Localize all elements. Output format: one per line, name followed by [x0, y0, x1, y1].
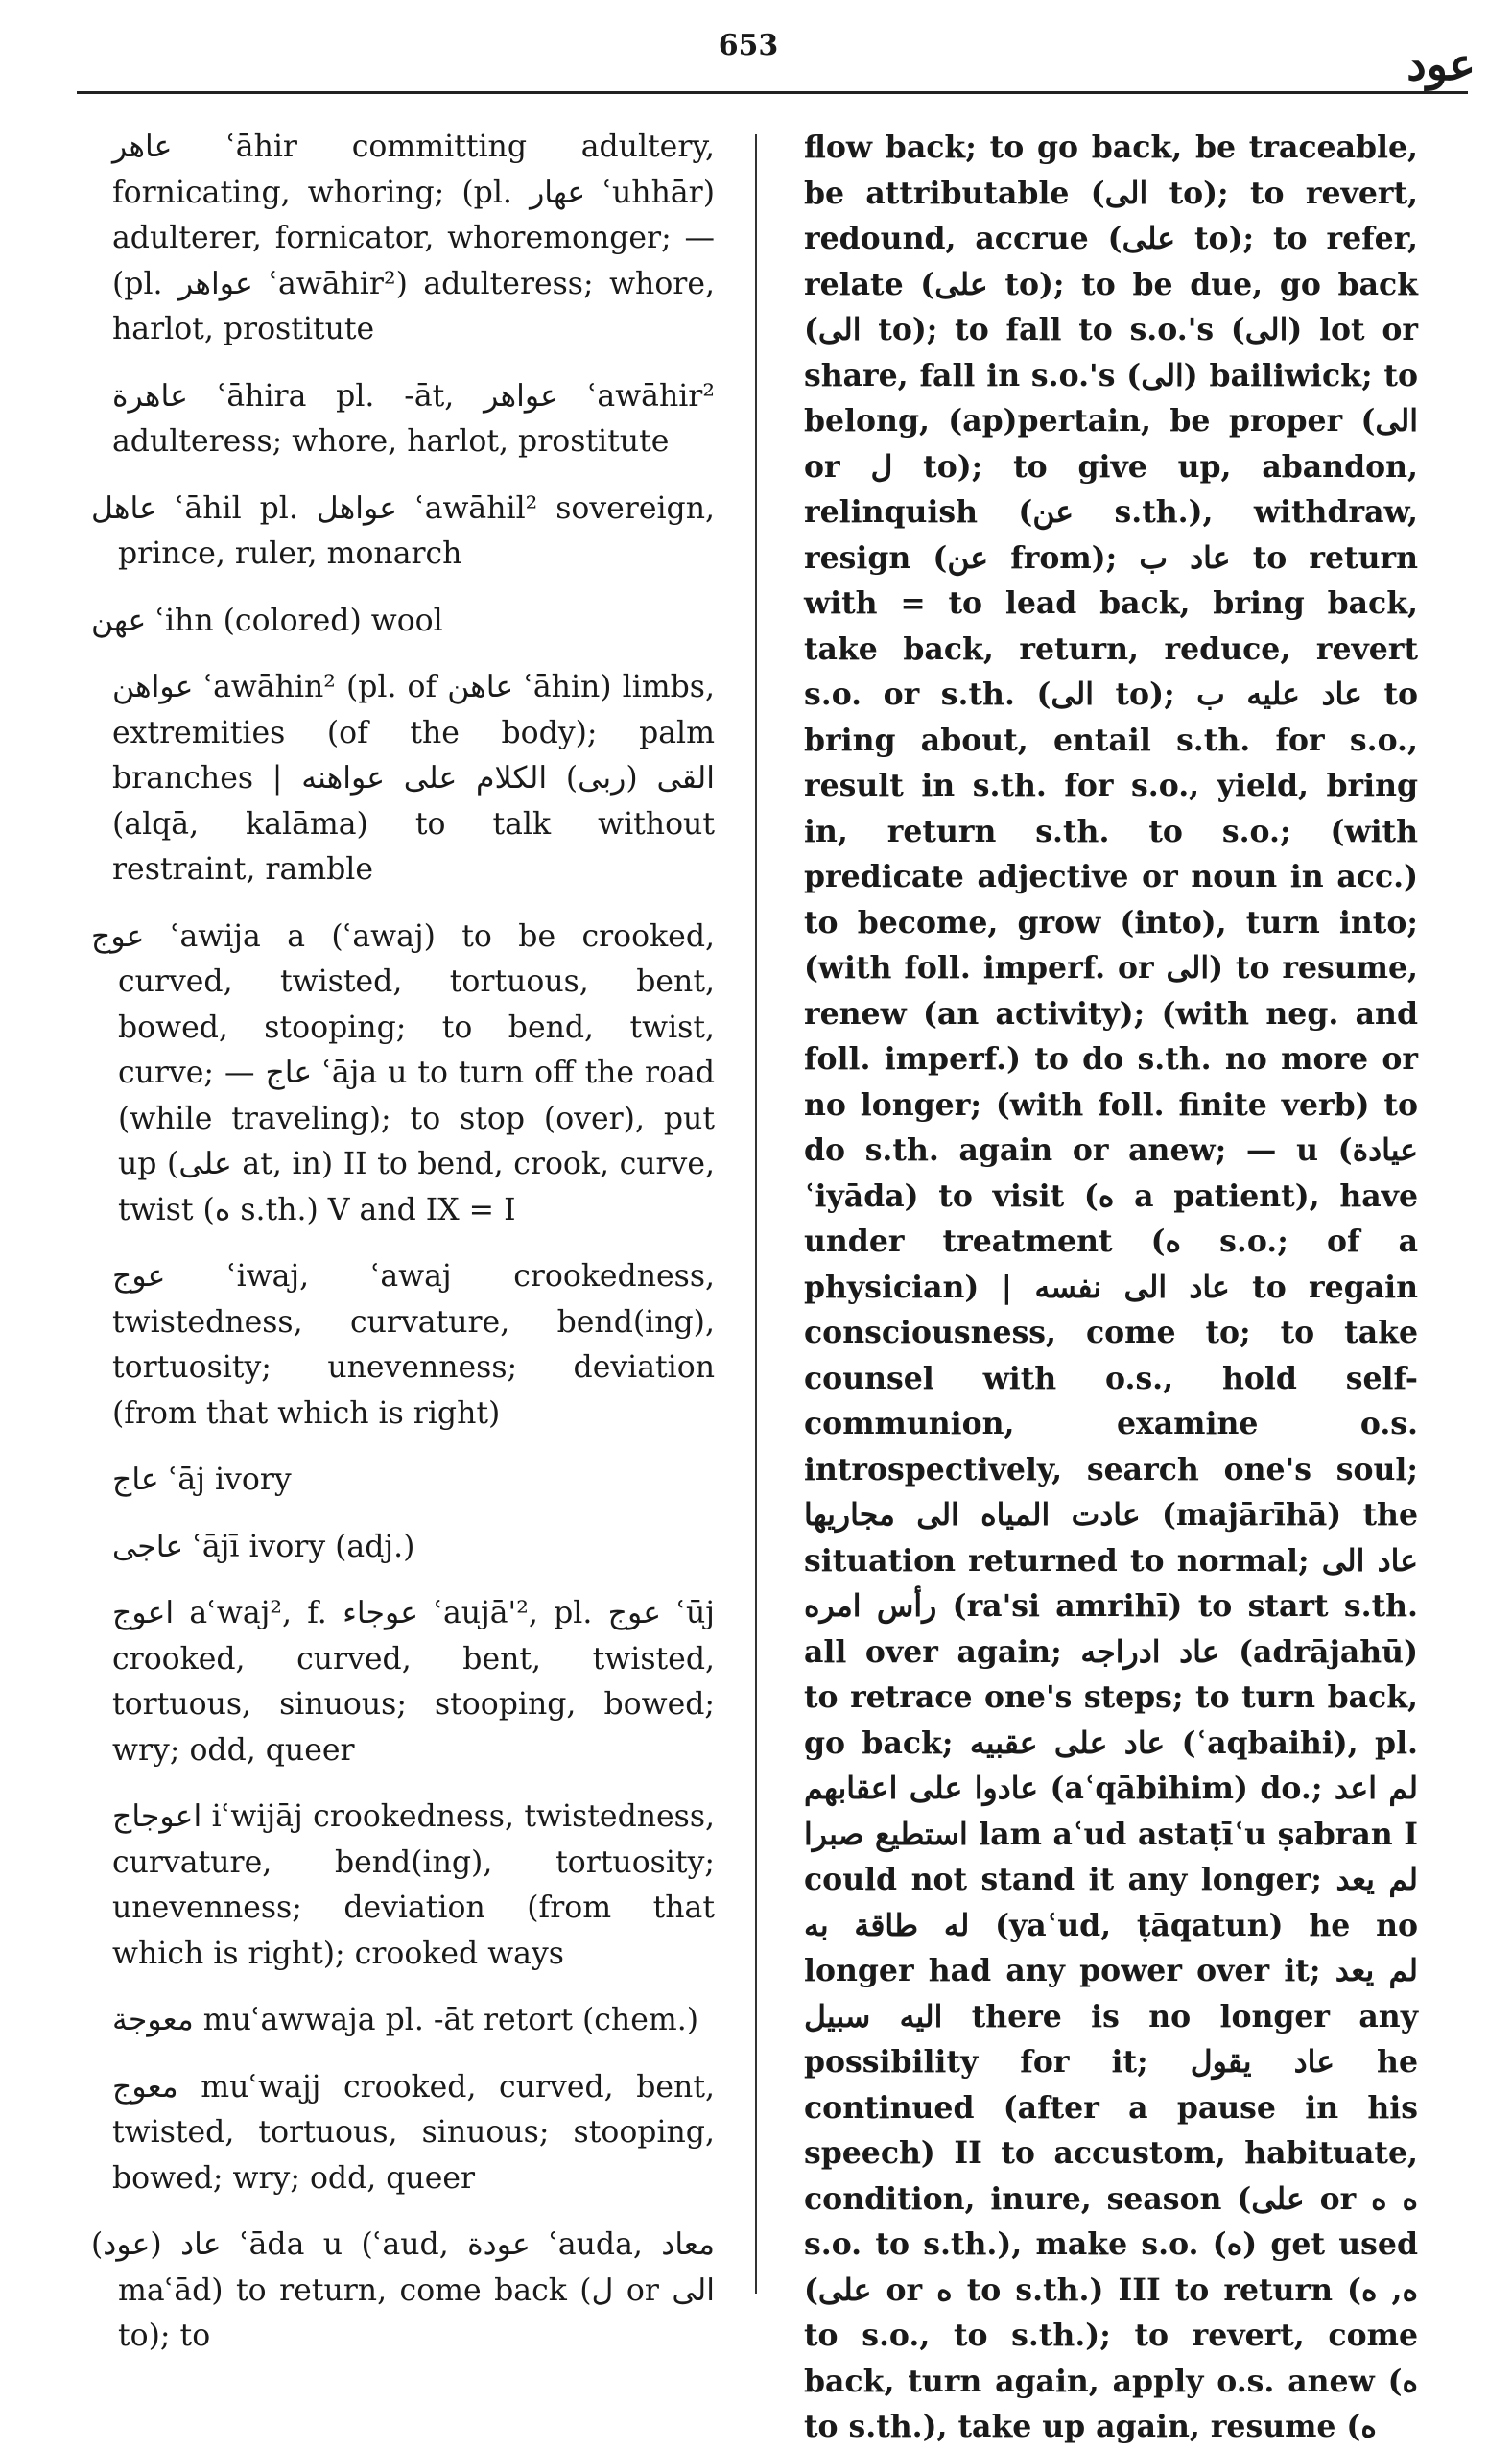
- dictionary-entry: اعوج aʿwaj², f. عوجاء ʿaujā'², pl. عوج ʿūj crooked, curved, bent, twisted, tortuous, sinuous; stooping, bowed; wry; odd, queer: [112, 1596, 715, 1768]
- left-column: [91, 125, 715, 2381]
- dictionary-entry: (عود) عاد ʿāda u (ʿaud, عودة ʿauda, معاد maʿād) to return, come back (ل or الى to); to: [91, 2227, 715, 2353]
- dictionary-entry: عوج ʿiwaj, ʿawaj crookedness, twistedness, curvature, bend(ing), tortuosity; unevenness; deviation (from that which is right): [112, 1259, 715, 1431]
- dictionary-entry: عاهل ʿāhil pl. عواهل ʿawāhil² sovereign, prince, ruler, monarch: [91, 490, 716, 571]
- dictionary-entry: عاجى ʿājī ivory (adj.): [112, 1529, 415, 1564]
- dictionary-entry: معوج muʿwajj crooked, curved, bent, twisted, tortuous, sinuous; stooping, bowed; wry; odd, queer: [112, 2069, 715, 2196]
- dictionary-entry: اعوجاج iʿwijāj crookedness, twistedness, curvature, bend(ing), tortuosity; unevenness; deviation (from that which is right); crooked ways: [112, 1799, 715, 1971]
- dictionary-entry: عاج ʿāj ivory: [112, 1463, 292, 1497]
- dictionary-entry: عاهرة ʿāhira pl. -āt, عواهر ʿawāhir² adulteress; whore, harlot, prostitute: [112, 378, 715, 459]
- dictionary-entry: عوج ʿawija a (ʿawaj) to be crooked, curved, twisted, tortuous, bent, bowed, stooping; to bend, twist, curve; — عاج ʿāja u to turn off the road (while traveling); to stop (over), put up (على at, in) II to bend, crook, curve, twist (ه s.th.) V and IX = I: [91, 918, 716, 1227]
- column-divider: [755, 134, 757, 2294]
- dictionary-entry: عواهن ʿawāhin² (pl. of عاهن ʿāhin) limbs, extremities (of the body); palm branches | القى (ربى) الكلام على عواهنه (alqā, kalāma) to talk without restraint, ramble: [112, 670, 715, 887]
- dictionary-entry-continued: flow back; to go back, be traceable, be attributable (الى to); to revert, redound, accrue (على to); to refer, relate (على to); to be due, go back (الى to); to fall to s.o.'s (الى) lot or share, fall in s.o.'s (الى) bailiwick; to belong, (ap)pertain, be proper (الى or ل to); to give up, abandon, relinquish (عن s.th.), withdraw, resign (عن from); عاد ب to return with = to lead back, bring back, take back, return, reduce, revert s.o. or s.th. (الى to); عاد عليه ب to bring about, entail s.th. for s.o., result in s.th. for s.o., yield, bring in, return s.th. to s.o.; (with predicate adjective or noun in acc.) to become, grow (into), turn into; (with foll. imperf. or الى) to resume, renew (an activity); (with neg. and foll. imperf.) to do s.th. no more or no longer; (with foll. finite verb) to do s.th. again or anew; — u (عيادة ʿiyāda) to visit (ه a patient), have under treatment (ه s.o.; of a physician) | عاد الى نفسه to regain consciousness, come to; to take counsel with o.s., hold self-communion, examine o.s. introspectively, search one's soul; عادت المياه الى مجاريها (majārīhā) the situation returned to normal; عاد الى رأس امره (ra'si amrihī) to start s.th. all over again; عاد ادراجه (adrājahū) to retrace one's steps; to turn back, go back; عاد على عقبيه (ʿaqbaihi), pl. عادوا على اعقابهم (aʿqābihim) do.; لم اعد استطيع صبرا lam aʿud astaṭīʿu ṣabran I could not stand it any longer; لم يعد له طاقة به (yaʿud, ṭāqatun) he no longer had any power over it; لم يعد اليه سبيل there is no longer any possibility for it; عاد يقول he continued (after a pause in his speech) II to accustom, habituate, condition, inure, season (على or ه ه s.o. to s.th.), make s.o. (ه) get used (على or ه to s.th.) III to return (ه, ه to s.o., to s.th.); to revert, come back, turn again, apply o.s. anew (ه to s.th.), take up again, resume (ه: [804, 130, 1419, 2444]
- right-column: [804, 125, 1418, 2450]
- dictionary-entry: عاهر ʿāhir committing adultery, fornicating, whoring; (pl. عهار ʿuhhār) adulterer, fornicator, whoremonger; — (pl. عواهر ʿawāhir²) adulteress; whore, harlot, prostitute: [112, 130, 715, 346]
- running-head: عود: [1406, 38, 1476, 90]
- dictionary-entry: معوجة muʿawwaja pl. -āt retort (chem.): [112, 2003, 699, 2037]
- dictionary-entry: عهن ʿihn (colored) wool: [91, 603, 443, 638]
- header-rule: [77, 91, 1468, 94]
- page-number: 653: [718, 29, 779, 62]
